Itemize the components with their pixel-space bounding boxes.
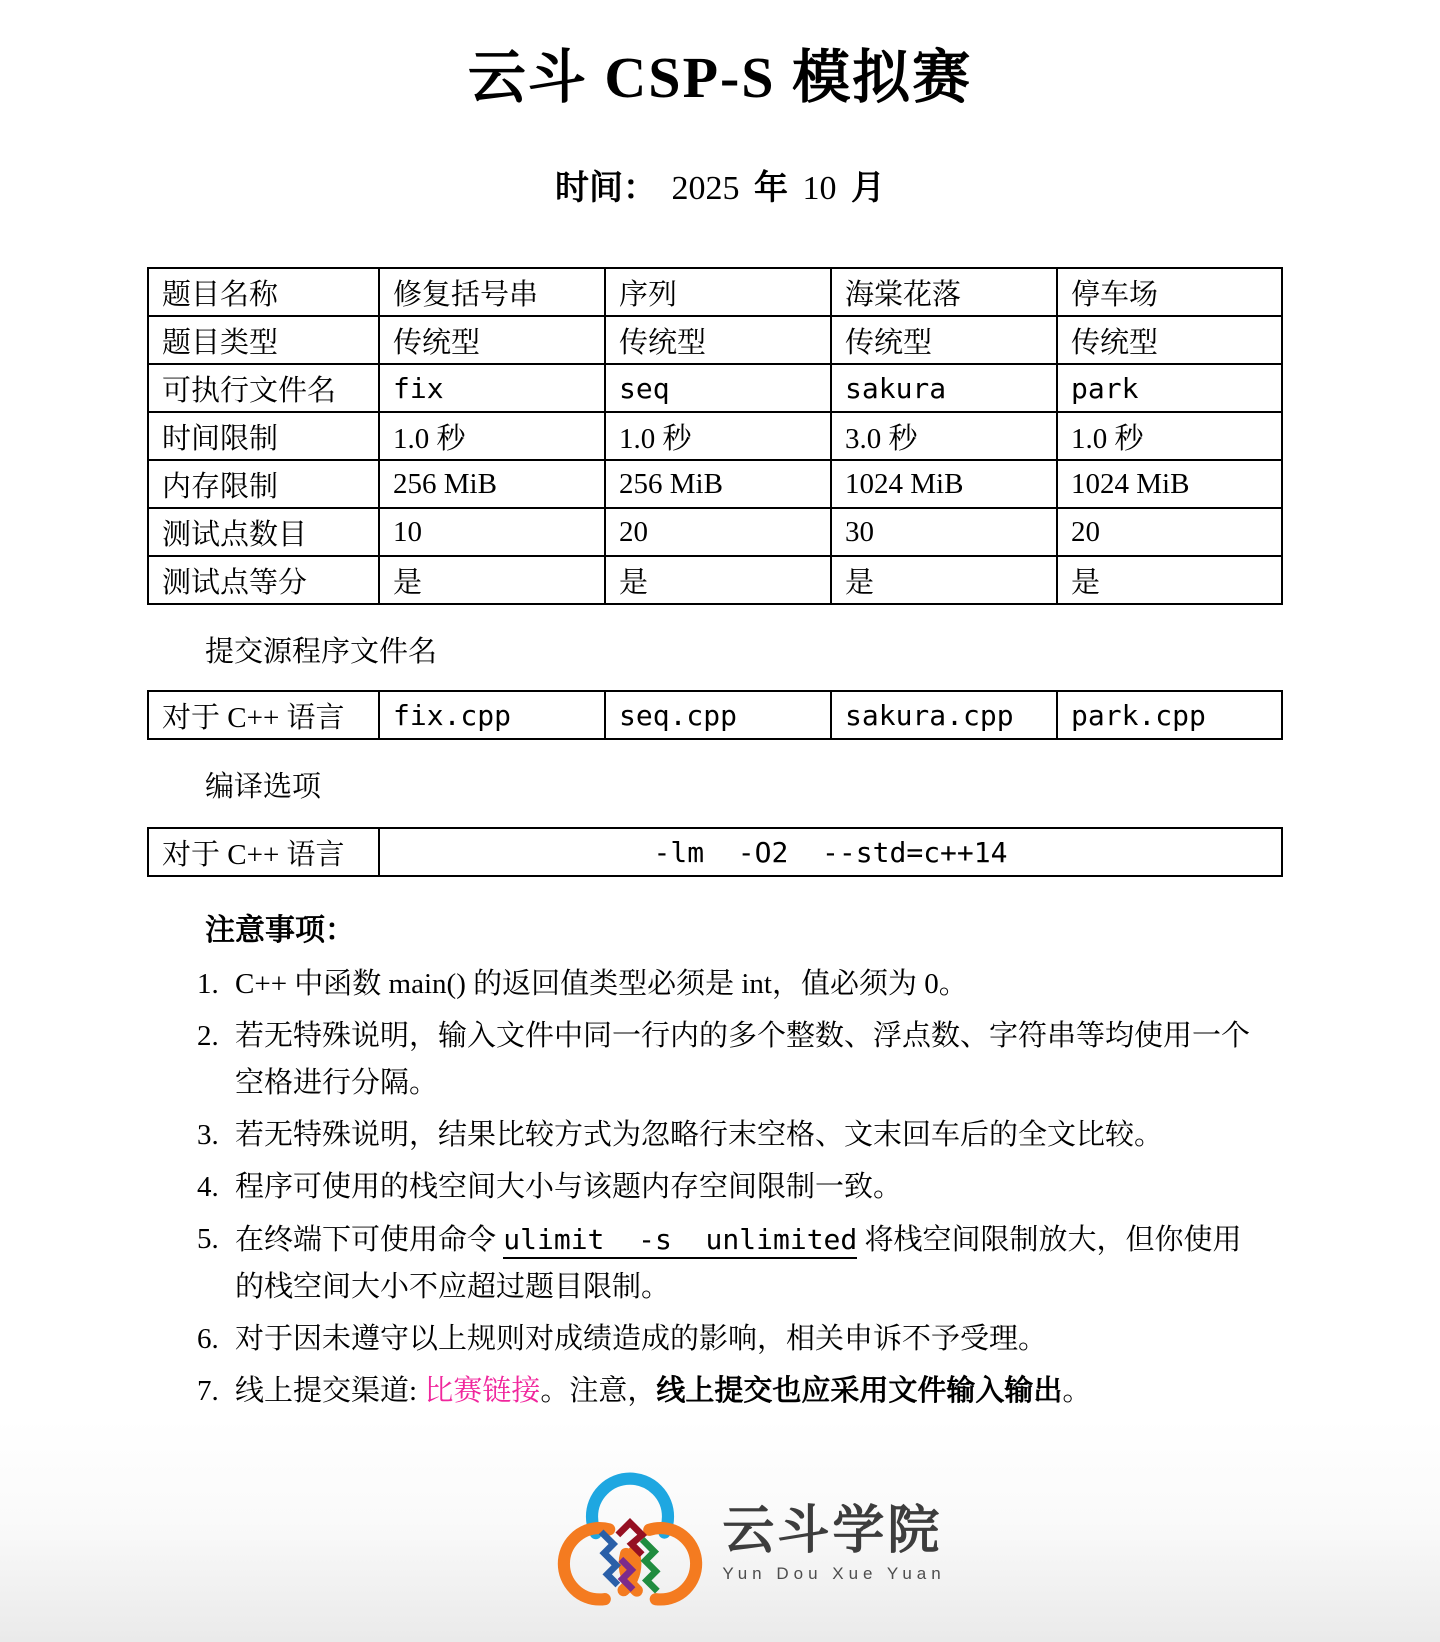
row-label-cell: 内存限制 <box>148 460 379 508</box>
source-filename-section-label: 提交源程序文件名 <box>205 636 438 668</box>
table-row <box>148 691 1282 739</box>
cloud-logo-icon <box>554 1468 706 1620</box>
compile-row-label: 对于 C++ 语言 <box>148 828 379 876</box>
note-item <box>197 1112 1259 1159</box>
notes-title: 注意事项： <box>205 914 355 947</box>
table-row <box>148 460 1282 508</box>
table-row <box>148 364 1282 412</box>
table-cell: sakura <box>831 364 1057 412</box>
note-segment: 程序可使用的栈空间大小与该题内存空间限制一致。 <box>235 1171 903 1203</box>
note-segment: 。 <box>1062 1375 1092 1407</box>
note-segment: 在终端下可使用命令 <box>235 1224 504 1256</box>
table-cell: 256 MiB <box>379 460 605 508</box>
table-cell: 是 <box>605 556 831 604</box>
table-cell: 20 <box>605 508 831 556</box>
table-cell: 传统型 <box>605 316 831 364</box>
table-cell: fix <box>379 364 605 412</box>
note-segment: 。注意， <box>540 1375 657 1407</box>
note-segment: ulimit -s unlimited <box>503 1223 857 1259</box>
notes-list <box>0 961 1259 1415</box>
table-cell: 20 <box>1057 508 1282 556</box>
note-text <box>235 961 1259 1008</box>
table-row <box>148 556 1282 604</box>
time-label: 时间： <box>555 170 657 207</box>
table-cell: fix.cpp <box>379 691 605 739</box>
note-item <box>197 1013 1259 1107</box>
note-item <box>197 1164 1259 1211</box>
note-number: 3. <box>197 1119 219 1151</box>
note-segment: 若无特殊说明，输入文件中同一行内的多个整数、浮点数、字符串等均使用一个空格进行分隔。 <box>235 1020 1251 1099</box>
note-segment: 对于因未遵守以上规则对成绩造成的影响，相关申诉不予受理。 <box>235 1323 1048 1355</box>
page-title: 云斗 CSP-S 模拟赛 <box>467 45 973 110</box>
table-row <box>148 316 1282 364</box>
row-label-cell: 可执行文件名 <box>148 364 379 412</box>
note-number: 1. <box>197 968 219 1000</box>
row-label-cell: 对于 C++ 语言 <box>148 691 379 739</box>
brand-name: 云斗学院 <box>722 1501 943 1560</box>
table-cell: 传统型 <box>831 316 1057 364</box>
table-cell: 传统型 <box>379 316 605 364</box>
table-row <box>148 268 1282 316</box>
row-label-cell: 测试点数目 <box>148 508 379 556</box>
note-number: 7. <box>197 1375 219 1407</box>
table-cell: seq <box>605 364 831 412</box>
note-number: 6. <box>197 1323 219 1355</box>
compile-options-table <box>147 827 1283 877</box>
note-text <box>235 1164 1259 1211</box>
table-cell: 是 <box>379 556 605 604</box>
table-cell: 256 MiB <box>605 460 831 508</box>
contest-cover-page <box>0 30 1440 1584</box>
time-year-unit: 年 <box>754 170 788 207</box>
note-segment: 将栈空间限制放大，但你使用的栈空间大小不应超过题目限制。 <box>235 1224 1242 1303</box>
table-cell: 停车场 <box>1057 268 1282 316</box>
table-cell: 修复括号串 <box>379 268 605 316</box>
table-row <box>148 412 1282 460</box>
compile-options-section-label: 编译选项 <box>205 771 322 803</box>
table-cell: 1024 MiB <box>831 460 1057 508</box>
table-cell: 3.0 秒 <box>831 412 1057 460</box>
table-cell: park <box>1057 364 1282 412</box>
compile-flags: -lm -O2 --std=c++14 <box>379 828 1282 876</box>
note-item <box>197 961 1259 1008</box>
source-filename-table <box>147 690 1283 740</box>
table-cell: 1.0 秒 <box>379 412 605 460</box>
time-month: 10 <box>802 170 837 207</box>
table-cell: 1.0 秒 <box>1057 412 1282 460</box>
contest-time <box>0 160 1440 209</box>
table-cell: 是 <box>1057 556 1282 604</box>
table-row <box>148 828 1282 876</box>
note-number: 2. <box>197 1020 219 1052</box>
brand-subtitle: Yun Dou Xue Yuan <box>722 1564 946 1584</box>
table-cell: 序列 <box>605 268 831 316</box>
time-year: 2025 <box>671 170 740 207</box>
row-label-cell: 时间限制 <box>148 412 379 460</box>
table-cell: park.cpp <box>1057 691 1282 739</box>
footer <box>0 1418 1440 1642</box>
table-cell: 10 <box>379 508 605 556</box>
yundou-logo <box>554 1468 945 1620</box>
problem-info-table <box>147 267 1283 605</box>
logo-text <box>722 1501 946 1585</box>
contest-link[interactable]: 比赛链接 <box>424 1375 541 1407</box>
note-item <box>197 1368 1259 1415</box>
note-number: 5. <box>197 1223 219 1255</box>
table-cell: sakura.cpp <box>831 691 1057 739</box>
table-cell: seq.cpp <box>605 691 831 739</box>
note-segment: 线上提交渠道: <box>235 1375 425 1407</box>
note-segment: 若无特殊说明，结果比较方式为忽略行末空格、文末回车后的全文比较。 <box>235 1119 1164 1151</box>
row-label-cell: 题目类型 <box>148 316 379 364</box>
table-cell: 1.0 秒 <box>605 412 831 460</box>
table-row <box>148 508 1282 556</box>
note-text <box>235 1013 1259 1107</box>
note-segment: C++ 中函数 main() 的返回值类型必须是 int，值必须为 0。 <box>235 968 968 1000</box>
note-text <box>235 1316 1259 1363</box>
table-cell: 30 <box>831 508 1057 556</box>
note-segment: 线上提交也应采用文件输入输出 <box>656 1375 1063 1407</box>
table-cell: 是 <box>831 556 1057 604</box>
note-text <box>235 1112 1259 1159</box>
time-month-unit: 月 <box>851 170 885 207</box>
table-cell: 海棠花落 <box>831 268 1057 316</box>
row-label-cell: 题目名称 <box>148 268 379 316</box>
note-item <box>197 1216 1259 1311</box>
note-number: 4. <box>197 1171 219 1203</box>
note-text <box>235 1368 1259 1415</box>
table-cell: 传统型 <box>1057 316 1282 364</box>
note-item <box>197 1316 1259 1363</box>
row-label-cell: 测试点等分 <box>148 556 379 604</box>
table-cell: 1024 MiB <box>1057 460 1282 508</box>
note-text <box>235 1216 1259 1311</box>
